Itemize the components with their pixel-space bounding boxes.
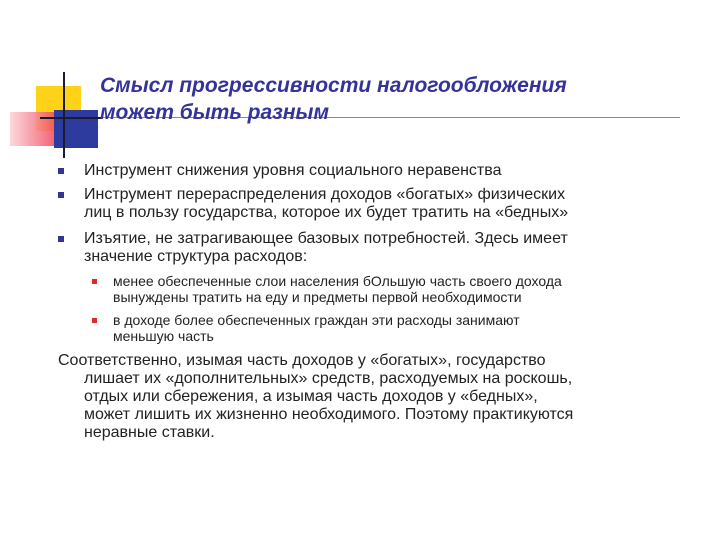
slide-title [100,72,700,126]
bullet-marker [58,236,64,242]
bullet-line: лиц в пользу государства, которое их будет тратить на «бедных» [84,204,569,221]
paragraph-line: Соответственно, изымая часть доходов у «богатых», государство [58,352,546,369]
paragraph-line: неравные ставки. [84,424,215,441]
sub-bullet-item [113,312,703,344]
bullet-item [84,186,704,222]
bullet-marker [58,192,64,198]
bullet-line: Инструмент перераспределения доходов «богатых» физических [84,186,566,203]
bullet-item [84,162,704,180]
bullet-marker [58,168,64,174]
sub-bullet-line: вынуждены тратить на еду и предметы первой необходимости [113,289,522,305]
sub-bullet-item [113,273,703,305]
bullet-line: Инструмент снижения уровня социального неравенства [84,162,502,179]
bullet-item [84,230,704,266]
paragraph-line: может лишить их жизненно необходимого. Поэтому практикуются [84,406,574,423]
title-line-2: может быть разным [100,101,330,124]
paragraph-line: отдых или сбережения, а изымая часть доходов у «бедных», [84,388,538,405]
bullet-line: значение структура расходов: [84,248,308,265]
title-underline-accent [40,117,102,119]
sub-bullet-line: меньшую часть [113,328,214,344]
bullet-line: Изъятие, не затрагивающее базовых потребностей. Здесь имеет [84,230,568,247]
sub-bullet-line: менее обеспеченные слои населения бОльшую часть своего дохода [113,273,562,289]
sub-bullet-marker [92,318,97,323]
sub-bullet-line: в доходе более обеспеченных граждан эти расходы занимают [113,312,520,328]
sub-bullet-marker [92,279,97,284]
title-line-1: Смысл прогрессивности налогообложения [100,74,567,97]
decorative-blue-square [54,110,98,148]
conclusion-paragraph [58,352,708,442]
paragraph-line: лишает их «дополнительных» средств, расходуемых на роскошь, [84,370,573,387]
decorative-vertical-line [63,72,65,158]
